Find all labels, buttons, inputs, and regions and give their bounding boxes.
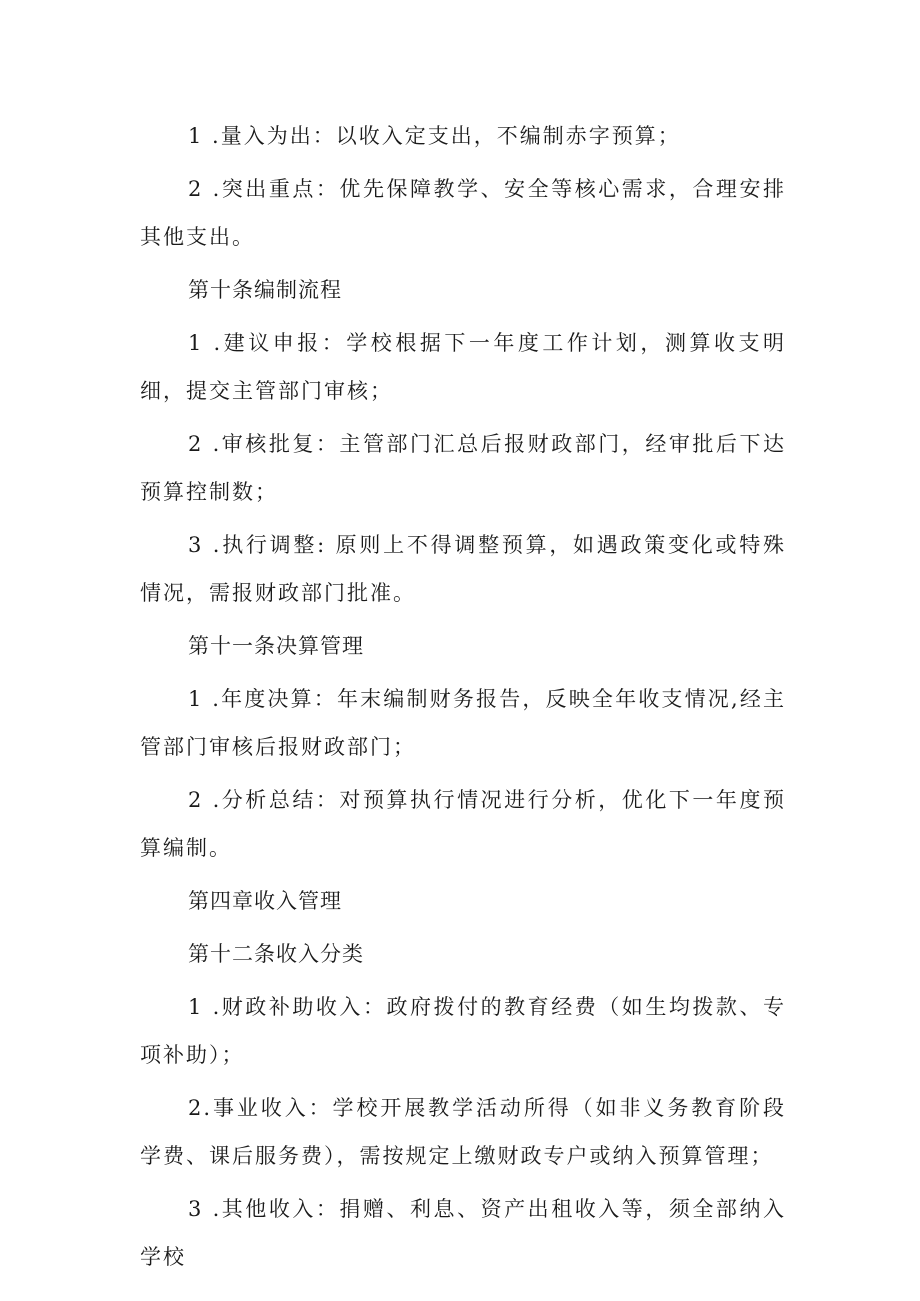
article-10-heading: 第十条编制流程 — [188, 278, 342, 302]
document-body — [140, 112, 786, 1286]
chapter-4-heading: 第四章收入管理 — [188, 889, 342, 913]
paragraph-process-3: 3 .执行调整: 原则上不得调整预算，如遇政策变化或特殊情况，需报财政部门批准。 — [140, 533, 786, 605]
article-11-heading: 第十一条决算管理 — [188, 634, 364, 658]
paragraph-process-1: 1 .建议申报：学校根据下一年度工作计划，测算收支明细，提交主管部门审核； — [140, 331, 786, 403]
paragraph-principle-2: 2 .突出重点：优先保障教学、安全等核心需求，合理安排其他支出。 — [140, 177, 786, 249]
paragraph-final-accounts-2: 2 .分析总结：对预算执行情况进行分析，优化下一年度预算编制。 — [140, 788, 786, 860]
paragraph-income-3: 3 .其他收入：捐赠、利息、资产出租收入等，须全部纳入学校 — [140, 1197, 786, 1269]
paragraph-income-2: 2.事业收入：学校开展教学活动所得（如非义务教育阶段学费、课后服务费），需按规定上缴财政专户或纳入预算管理； — [140, 1096, 786, 1168]
article-12-heading: 第十二条收入分类 — [188, 942, 364, 966]
paragraph-income-1: 1 .财政补助收入：政府拨付的教育经费（如生均拨款、专项补助）； — [140, 995, 786, 1067]
paragraph-final-accounts-1: 1 .年度决算：年末编制财务报告，反映全年收支情况,经主管部门审核后报财政部门； — [140, 687, 786, 759]
paragraph-process-2: 2 .审核批复：主管部门汇总后报财政部门，经审批后下达预算控制数； — [140, 432, 786, 504]
paragraph-principle-1: 1 .量入为出：以收入定支出，不编制赤字预算； — [188, 124, 681, 148]
